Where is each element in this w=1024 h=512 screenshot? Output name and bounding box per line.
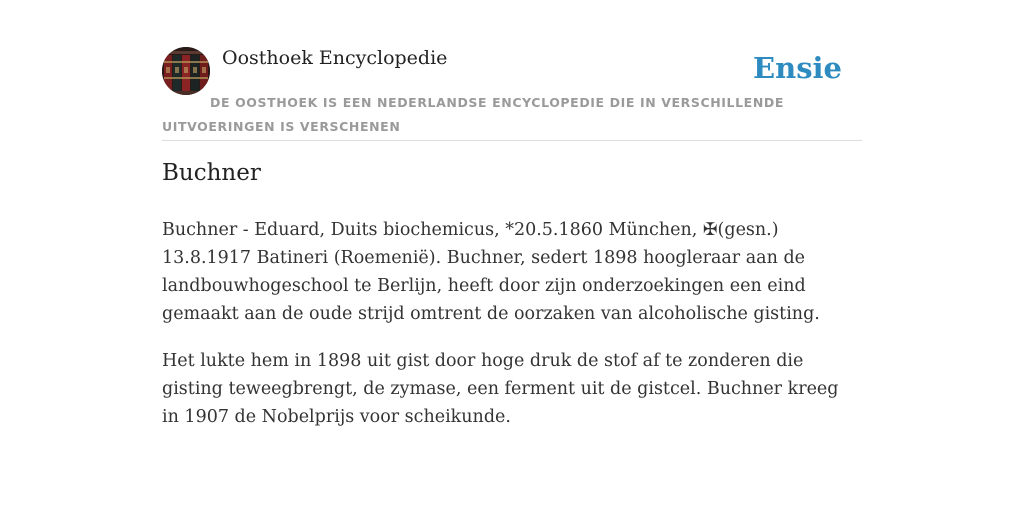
article-title: Buchner <box>162 160 261 186</box>
site-tagline: DE OOSTHOEK IS EEN NEDERLANDSE ENCYCLOPEDIE DIE IN VERSCHILLENDE UITVOERINGEN IS VERSCHENEN <box>162 95 784 134</box>
site-header <box>162 45 862 141</box>
bookshelf-icon[interactable] <box>162 47 210 95</box>
site-title[interactable]: Oosthoek Encyclopedie <box>222 47 448 69</box>
article-paragraph: Het lukte hem in 1898 uit gist door hoge druk de stof af te zonderen die gisting teweegbrengt, de zymase, een ferment uit de gistcel. Buchner kreeg in 1907 de Nobelprijs voor scheikunde. <box>162 351 839 427</box>
article-body <box>162 216 852 450</box>
article-paragraph: Buchner - Eduard, Duits biochemicus, *20.5.1860 München, ✠(gesn.) 13.8.1917 Batineri (Roemenië). Buchner, sedert 1898 hoogleraar aan de landbouwhogeschool te Berlijn, heeft door zijn onderzoekingen een eind gemaakt aan de oude strijd omtrent de oorzaken van alcoholische gisting. <box>162 220 820 324</box>
brand-logo[interactable]: Ensie <box>753 51 842 85</box>
